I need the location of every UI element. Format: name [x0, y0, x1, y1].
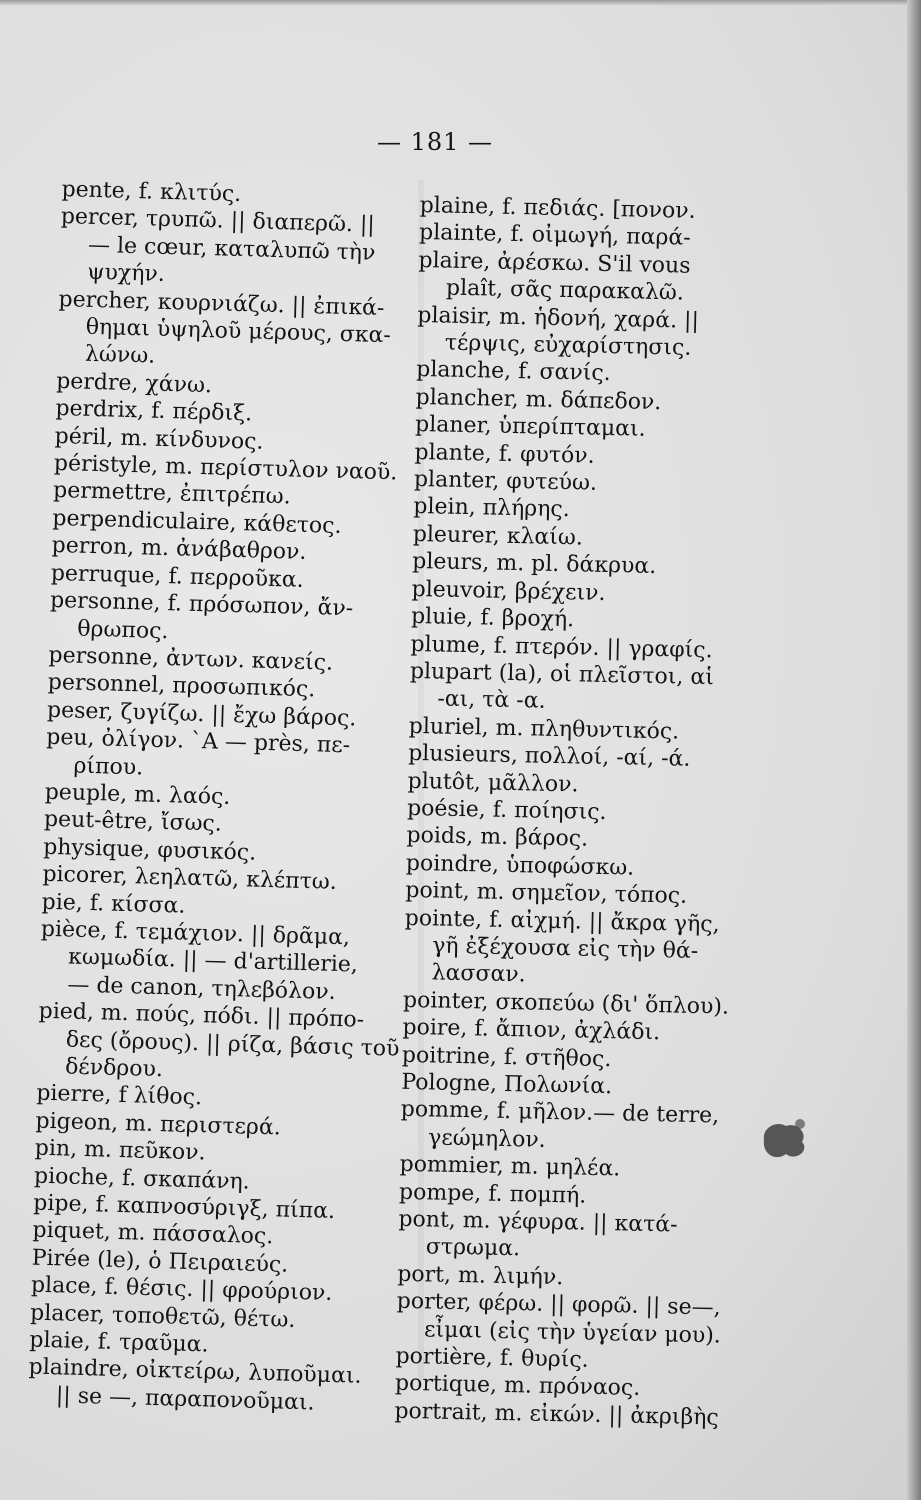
dictionary-entry-continuation: γῆ ἐξέχουσα εἰς τὴν θά- — [431, 933, 699, 964]
dictionary-entry: plante, f. φυτόν. — [414, 439, 595, 469]
dictionary-entry: plancher, m. δάπεδον. — [415, 384, 662, 415]
dictionary-entry-continuation: κωμωδία. || — d'artillerie, — [67, 944, 359, 978]
dictionary-entry: péril, m. κίνδυνος. — [54, 423, 264, 455]
dictionary-entry-continuation: || se —, παραπονοῦμαι. — [55, 1383, 315, 1416]
page-right-edge — [907, 0, 921, 1500]
dictionary-entry: pleurs, m. pl. δάκρυα. — [411, 549, 657, 580]
dictionary-entry-continuation: — le cœur, καταλυπῶ τὴν — [87, 232, 376, 266]
dictionary-entry: plutôt, μᾶλλον. — [407, 768, 579, 797]
dictionary-entry: plein, πλήρης. — [413, 494, 570, 523]
dictionary-entry-continuation: ψυχήν. — [86, 259, 166, 288]
dictionary-entry: pleurer, κλαίω. — [412, 521, 584, 551]
dictionary-entry: poésie, f. ποίησις. — [406, 795, 607, 825]
dictionary-entry: portière, f. θυρίς. — [395, 1343, 589, 1373]
dictionary-entry: pompe, f. πομπή. — [398, 1179, 587, 1209]
dictionary-entry: plaire, ἀρέσκω. S'il vous — [418, 247, 691, 279]
dictionary-entry: perdrix, f. πέρδιξ. — [55, 396, 253, 427]
dictionary-entry: pipe, f. καπνοσύριγξ, πίπα. — [32, 1190, 336, 1225]
dictionary-entry: plainte, f. οἰμωγή, παρά- — [418, 220, 691, 252]
dictionary-entry-continuation: γεώμηλον. — [427, 1125, 546, 1153]
dictionary-entry: Pirée (le), ὁ Πειραιεύς. — [31, 1245, 289, 1278]
dictionary-entry: perron, m. ἀνάβαθρον. — [51, 533, 307, 566]
dictionary-entry: plaie, f. τραῦμα. — [29, 1327, 209, 1358]
dictionary-entry: portique, m. πρόναος. — [394, 1371, 641, 1402]
dictionary-entry: perdre, χάνω. — [55, 368, 213, 399]
dictionary-entry: place, f. θέσις. || φρούριον. — [30, 1272, 333, 1307]
dictionary-entry: percher, κουρνιάζω. || ἐπικά- — [58, 286, 385, 321]
dictionary-entry: pluriel, m. πληθυντικός. — [408, 713, 680, 745]
dictionary-entry: perpendiculaire, κάθετος. — [52, 505, 342, 539]
dictionary-entry: peu, ὀλίγον. `A — près, πε- — [45, 724, 351, 759]
dictionary-entry: personne, f. πρόσωπον, ἄν- — [49, 587, 354, 622]
dictionary-entry: planer, ὑπερίπταμαι. — [414, 412, 646, 443]
dictionary-entry: plupart (la), οἱ πλεῖστοι, αἱ — [409, 658, 715, 691]
dictionary-entry-continuation: στρωμα. — [425, 1234, 521, 1262]
dictionary-entry-continuation: δες (ὄρους). || ρίζα, βάσις τοῦ — [65, 1027, 400, 1062]
dictionary-entry: piquet, m. πάσσαλος. — [32, 1218, 274, 1250]
dictionary-entry: plaine, f. πεδιάς. [πονον. — [419, 192, 696, 224]
dictionary-entry: porter, φέρω. || φορῶ. || se—, — [396, 1289, 721, 1321]
left-column — [28, 176, 400, 1418]
dictionary-entry-continuation: plaît, σᾶς παρακαλῶ. — [445, 275, 685, 306]
dictionary-entry: placer, τοποθετῶ, θέτω. — [29, 1300, 296, 1333]
dictionary-entry: pin, m. πεῦκον. — [34, 1135, 206, 1166]
dictionary-entry: personnel, προσωπικός. — [47, 670, 316, 703]
dictionary-entry: pioche, f. σκαπάνη. — [33, 1163, 251, 1195]
dictionary-entry: poire, f. ἄπιον, ἀχλάδι. — [402, 1015, 661, 1046]
dictionary-entry: planter, φυτεύω. — [413, 467, 598, 496]
dictionary-entry: péristyle, m. περίστυλον ναοῦ. — [53, 450, 398, 486]
dictionary-entry: poids, m. βάρος. — [406, 823, 589, 853]
dictionary-entry: pluie, f. βροχή. — [410, 604, 575, 633]
dictionary-entry: peser, ζυγίζω. || ἔχω βάρος. — [46, 697, 357, 732]
dictionary-entry: peut-être, ἴσως. — [43, 807, 223, 838]
page-number: — 181 — — [376, 128, 494, 156]
dictionary-entry: peuple, m. λαός. — [44, 779, 231, 810]
ink-stain — [756, 1110, 816, 1170]
dictionary-entry: pierre, f λίθος. — [36, 1081, 203, 1111]
dictionary-entry: plume, f. πτερόν. || γραφίς. — [410, 631, 713, 663]
dictionary-entry: pointer, σκοπεύω (δι' ὅπλου). — [402, 987, 730, 1020]
dictionary-entry-continuation: ρίπου. — [73, 753, 144, 781]
dictionary-entry-continuation: εἶμαι (εἰς τὴν ὑγείαν μου). — [423, 1316, 722, 1349]
dictionary-entry: plaisir, m. ἡδονή, χαρά. || — [417, 302, 700, 334]
dictionary-entry: physique, φυσικός. — [42, 834, 257, 866]
dictionary-entry: perruque, f. περροῦκα. — [50, 560, 305, 593]
dictionary-entry-continuation: — de canon, τηλεβόλον. — [67, 972, 336, 1005]
dictionary-entry-continuation: λασσαν. — [431, 960, 526, 988]
dictionary-entry: planche, f. σανίς. — [416, 357, 611, 387]
dictionary-entry: pied, m. πούς, πόδι. || πρόπο- — [38, 998, 365, 1033]
dictionary-entry: plaindre, οἰκτείρω, λυποῦμαι. — [28, 1355, 362, 1390]
dictionary-entry-continuation: λώνω. — [84, 342, 156, 370]
dictionary-entry: pleuvoir, βρέχειν. — [411, 576, 606, 606]
right-column — [394, 192, 770, 1432]
page-top-edge — [0, 0, 921, 6]
dictionary-entry: permettre, ἐπιτρέπω. — [52, 478, 291, 510]
dictionary-entry: pigeon, m. περιστερά. — [35, 1108, 282, 1141]
dictionary-entry: poindre, ὑποφώσκω. — [405, 850, 635, 881]
dictionary-entry: pomme, f. μῆλον.— de terre, — [400, 1097, 720, 1129]
dictionary-entry: pommier, m. μηλέα. — [399, 1152, 621, 1182]
dictionary-entry-continuation: θημαι ὑψηλοῦ μέρους, σκα- — [85, 314, 392, 349]
dictionary-entry: pont, m. γέφυρα. || κατά- — [398, 1206, 678, 1238]
dictionary-entry-continuation: θρωπος. — [77, 616, 169, 644]
dictionary-entry: picorer, λεηλατῶ, κλέπτω. — [42, 861, 338, 896]
dictionary-entry: poitrine, f. στῆθος. — [401, 1042, 612, 1072]
dictionary-entry: Pologne, Πολωνία. — [401, 1069, 613, 1100]
dictionary-entry: pièce, f. τεμάχιον. || δρᾶμα, — [40, 916, 351, 951]
dictionary-entry: plusieurs, πολλοί, -αί, -ά. — [407, 741, 691, 772]
dictionary-entry: portrait, m. εἰκών. || ἀκριβὴς — [394, 1398, 719, 1431]
dictionary-entry: pente, f. κλιτύς. — [61, 176, 242, 208]
dictionary-entry: pie, f. κίσσα. — [41, 889, 186, 919]
dictionary-entry-continuation: -αι, τὰ -α. — [437, 686, 546, 715]
dictionary-entry: point, m. σημεῖον, τόπος. — [405, 878, 688, 909]
dictionary-entry-continuation: δένδρου. — [64, 1054, 164, 1083]
dictionary-entry: port, m. λιμήν. — [397, 1261, 564, 1291]
dictionary-entry: personne, ἀντων. κανείς. — [48, 642, 334, 676]
dictionary-entry: percer, τρυπῶ. || διαπερῶ. || — [60, 204, 376, 239]
dictionary-entry-continuation: τέρψις, εὐχαρίστησις. — [444, 330, 692, 361]
dictionary-entry: pointe, f. αἰχμή. || ἄκρα γῆς, — [404, 905, 720, 937]
